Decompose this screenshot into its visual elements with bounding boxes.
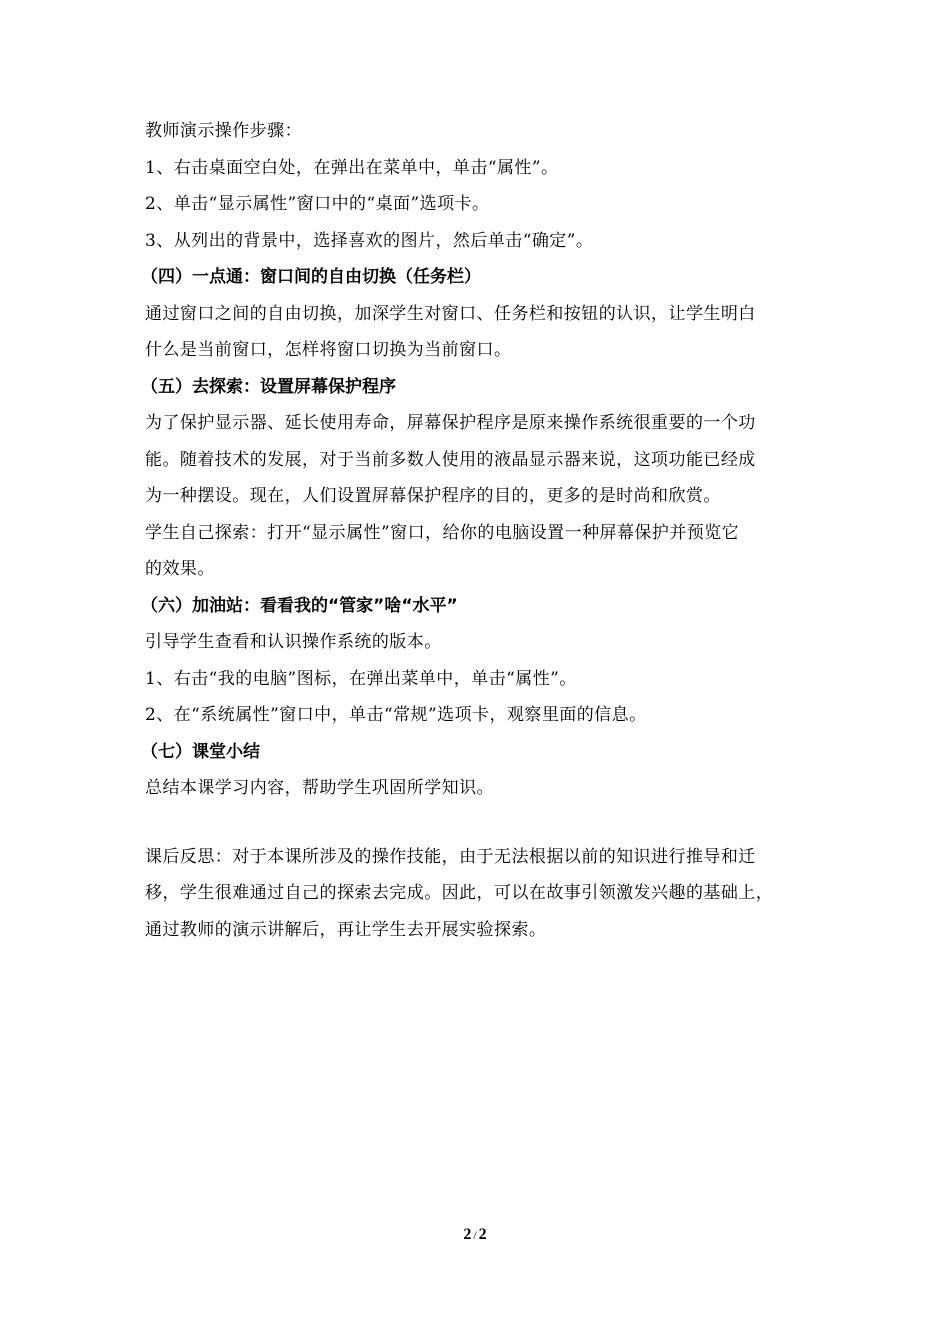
section-heading-7: （七）课堂小结	[141, 741, 260, 762]
total-pages-number: 2	[478, 1226, 487, 1243]
text-line: 教师演示操作步骤：	[145, 121, 303, 141]
paragraph-gap	[145, 807, 813, 839]
page-number	[0, 1226, 950, 1244]
section-heading-6: （六）加油站：看看我的“管家”啥“水平”	[141, 595, 458, 616]
text-line: 3、从列出的背景中，选择喜欢的图片，然后单击“确定”。	[145, 230, 594, 251]
text-line: 为了保护显示器、延长使用寿命，屏幕保护程序是原来操作系统很重要的一个功	[145, 413, 756, 433]
text-line: 2、单击“显示属性”窗口中的“桌面”选项卡。	[145, 194, 490, 214]
text-line: 能。随着技术的发展，对于当前多数人使用的液晶显示器来说，这项功能已经成	[145, 449, 756, 470]
text-line: 2、在“系统属性”窗口中，单击“常规”选项卡，观察里面的信息。	[145, 705, 647, 725]
text-line: 总结本课学习内容，帮助学生巩固所学知识。	[145, 778, 494, 798]
reflection-line: 通过教师的演示讲解后，再让学生去开展实验探索。	[145, 919, 547, 940]
reflection-line: 课后反思：对于本课所涉及的操作技能，由于无法根据以前的知识进行推导和迁	[145, 846, 756, 867]
text-line: 学生自己探索：打开“显示属性”窗口，给你的电脑设置一种屏幕保护并预览它	[145, 522, 740, 543]
text-line: 的效果。	[145, 559, 215, 579]
text-line: 1、右击“我的电脑”图标，在弹出菜单中，单击“属性”。	[145, 668, 577, 689]
text-line: 引导学生查看和认识操作系统的版本。	[145, 632, 442, 652]
text-line: 为一种摆设。现在，人们设置屏幕保护程序的目的，更多的是时尚和欣赏。	[145, 486, 721, 506]
reflection-line: 移，学生很难通过自己的探索去完成。因此，可以在故事引领激发兴趣的基础上，	[145, 883, 774, 903]
text-line: 1、右击桌面空白处，在弹出在菜单中，单击“属性”。	[145, 157, 559, 178]
document-body	[141, 113, 813, 948]
page-separator: /	[473, 1228, 477, 1242]
text-line: 什么是当前窗口，怎样将窗口切换为当前窗口。	[145, 340, 512, 360]
text-line: 通过窗口之间的自由切换，加深学生对窗口、任务栏和按钮的认识，让学生明白	[145, 303, 756, 324]
current-page-number: 2	[463, 1226, 472, 1243]
section-heading-5: （五）去探索：设置屏幕保护程序	[141, 376, 396, 397]
section-heading-4: （四）一点通：窗口间的自由切换（任务栏）	[141, 267, 481, 287]
